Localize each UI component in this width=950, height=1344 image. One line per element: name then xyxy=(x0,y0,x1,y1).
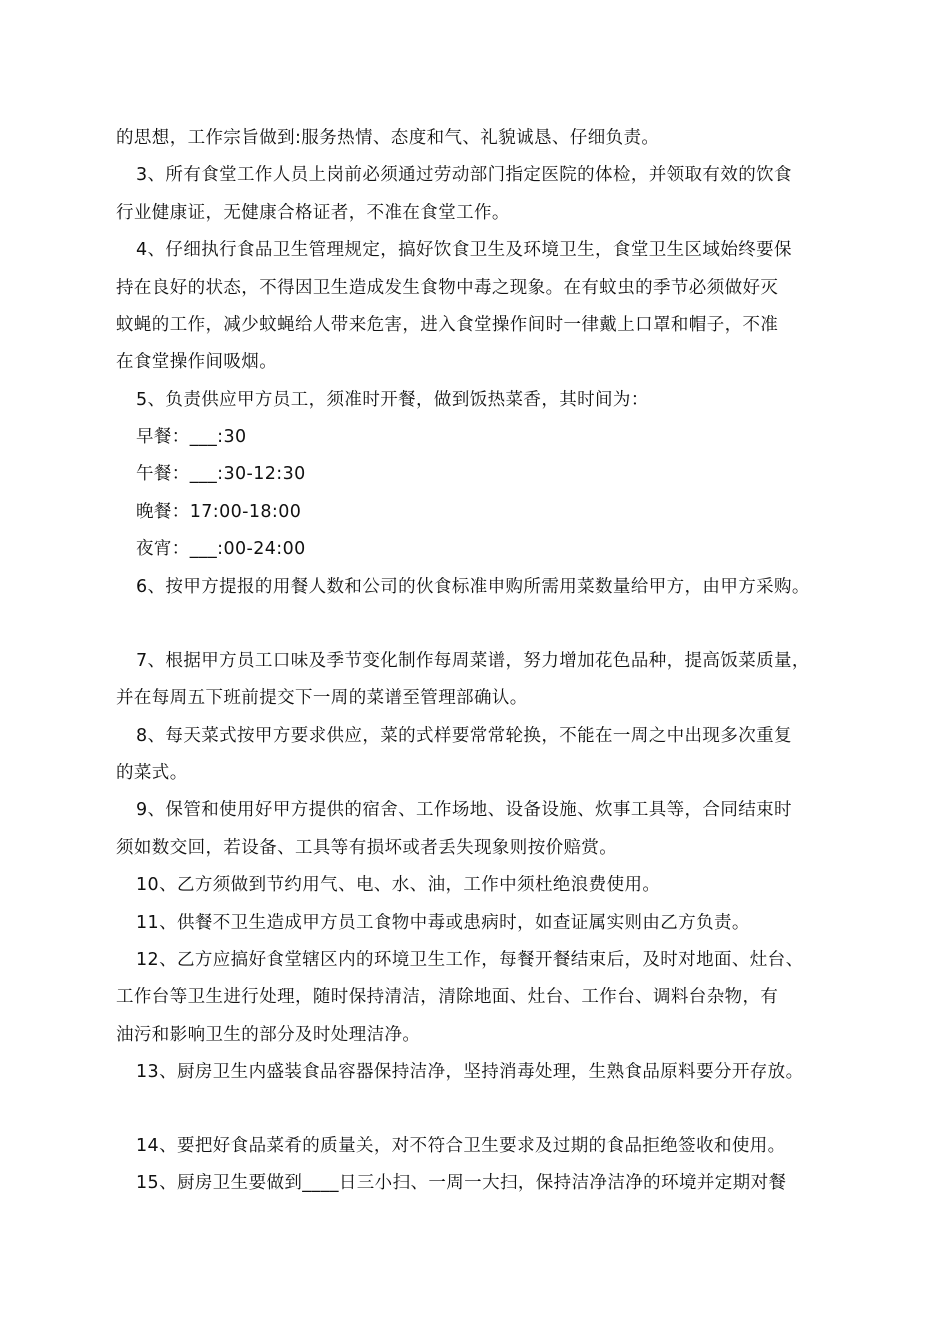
paragraph-line: 7、根据甲方员工口味及季节变化制作每周菜谱，努力增加花色品种，提高饭菜质量， xyxy=(136,651,810,671)
paragraph-line: 12、乙方应搞好食堂辖区内的环境卫生工作，每餐开餐结束后，及时对地面、灶台、 xyxy=(136,950,804,970)
paragraph-line: 9、保管和使用好甲方提供的宿舍、工作场地、设备设施、炊事工具等，合同结束时 xyxy=(136,800,792,820)
paragraph-line: 15、厨房卫生要做到____日三小扫、一周一大扫，保持洁净洁净的环境并定期对餐 xyxy=(136,1173,787,1193)
paragraph-line: 油污和影响卫生的部分及时处理洁净。 xyxy=(116,1025,421,1045)
paragraph-line: 6、按甲方提报的用餐人数和公司的伙食标准申购所需用菜数量给甲方，由甲方采购。 xyxy=(136,577,810,597)
schedule-breakfast: 早餐：___:30 xyxy=(136,427,247,447)
paragraph-line: 4、仔细执行食品卫生管理规定，搞好饮食卫生及环境卫生，食堂卫生区域始终要保 xyxy=(136,240,792,260)
paragraph-line: 3、所有食堂工作人员上岗前必须通过劳动部门指定医院的体检，并领取有效的饮食 xyxy=(136,165,792,185)
paragraph-line: 8、每天菜式按甲方要求供应，菜的式样要常常轮换，不能在一周之中出现多次重复 xyxy=(136,726,792,746)
paragraph-line: 在食堂操作间吸烟。 xyxy=(116,352,278,372)
paragraph-line: 持在良好的状态，不得因卫生造成发生食物中毒之现象。在有蚊虫的季节必须做好灭 xyxy=(116,278,779,298)
schedule-late-night: 夜宵：___:00-24:00 xyxy=(136,539,306,559)
paragraph-line: 13、厨房卫生内盛装食品容器保持洁净，坚持消毒处理，生熟食品原料要分开存放。 xyxy=(136,1062,804,1082)
paragraph-line: 11、供餐不卫生造成甲方员工食物中毒或患病时，如查证属实则由乙方负责。 xyxy=(136,913,750,933)
paragraph-line: 10、乙方须做到节约用气、电、水、油，工作中须杜绝浪费使用。 xyxy=(136,875,661,895)
paragraph-line: 并在每周五下班前提交下一周的菜谱至管理部确认。 xyxy=(116,688,528,708)
paragraph-line: 5、负责供应甲方员工，须准时开餐，做到饭热菜香，其时间为： xyxy=(136,390,649,410)
paragraph-line: 工作台等卫生进行处理，随时保持清洁，清除地面、灶台、工作台、调料台杂物，有 xyxy=(116,987,779,1007)
paragraph-line: 14、要把好食品菜肴的质量关，对不符合卫生要求及过期的食品拒绝签收和使用。 xyxy=(136,1136,786,1156)
paragraph-line: 的思想，工作宗旨做到:服务热情、态度和气、礼貌诚恳、仔细负责。 xyxy=(116,128,660,148)
schedule-lunch: 午餐：___:30-12:30 xyxy=(136,464,306,484)
paragraph-line: 须如数交回，若设备、工具等有损坏或者丢失现象则按价赔赏。 xyxy=(116,838,618,858)
paragraph-line: 的菜式。 xyxy=(116,763,188,783)
schedule-dinner: 晚餐：17:00-18:00 xyxy=(136,502,302,522)
paragraph-line: 行业健康证，无健康合格证者，不准在食堂工作。 xyxy=(116,203,510,223)
paragraph-line: 蚊蝇的工作，减少蚊蝇给人带来危害，进入食堂操作间时一律戴上口罩和帽子，不准 xyxy=(116,315,779,335)
